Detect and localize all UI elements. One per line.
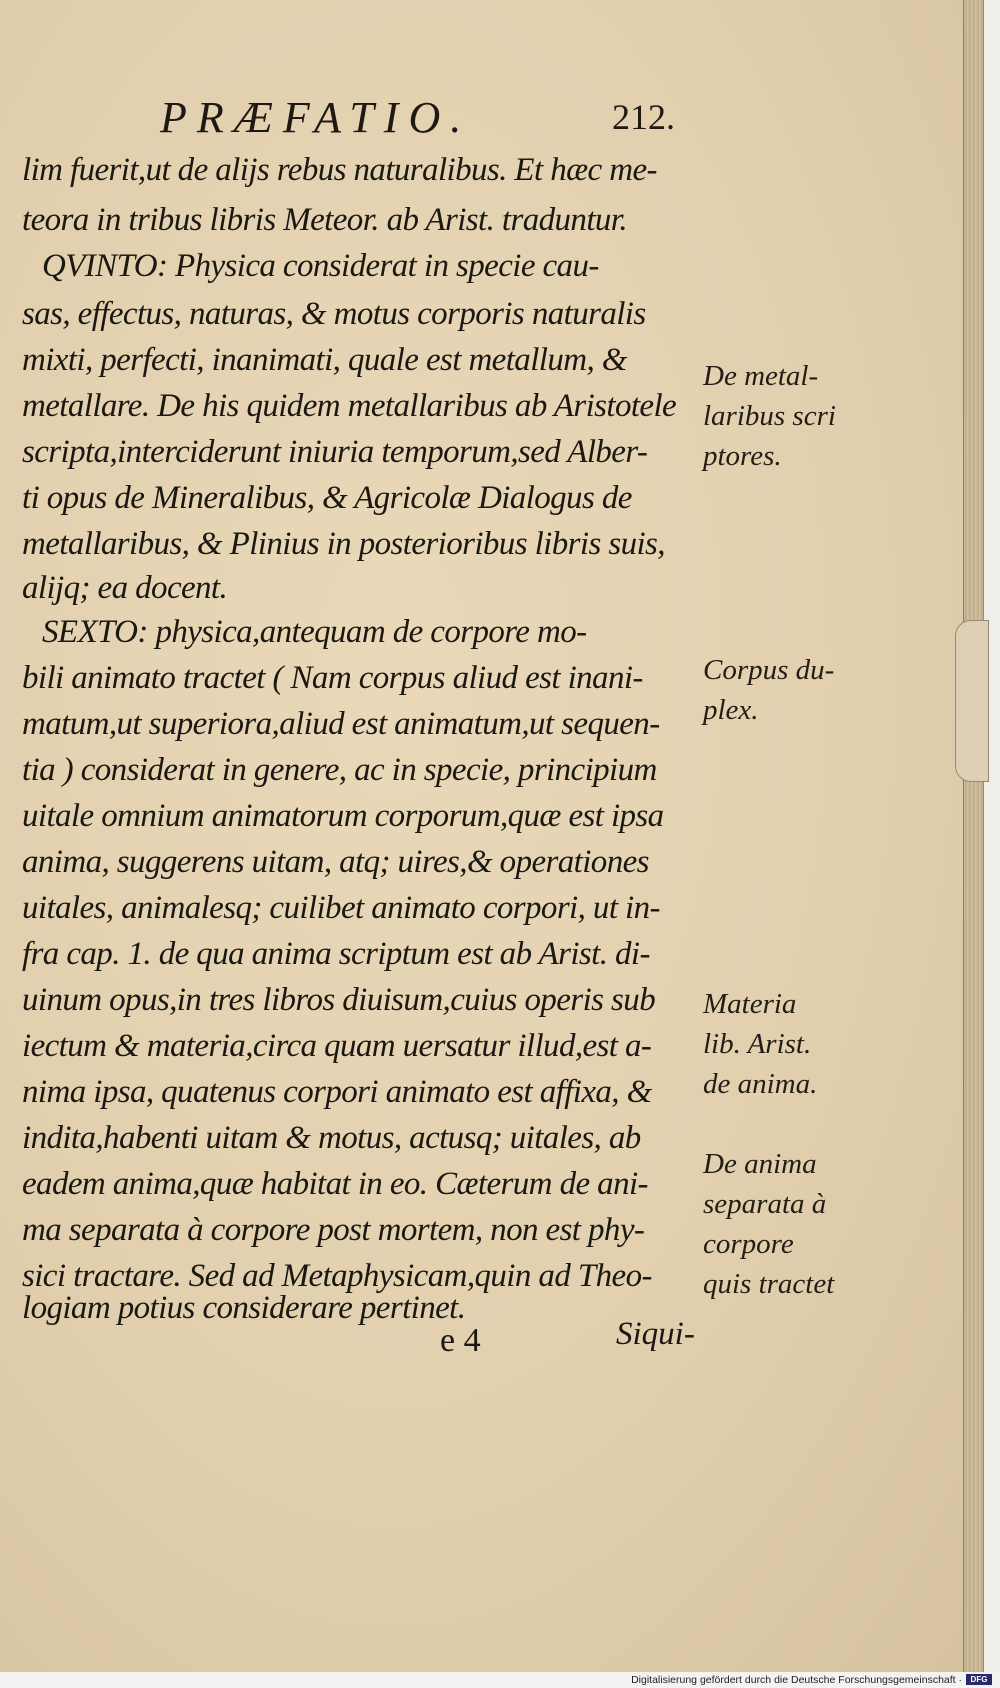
text-line: metallare. De his quidem metallaribus ab Aristotele xyxy=(22,388,677,424)
text-line: logiam potius considerare pertinet. xyxy=(22,1290,466,1326)
dfg-logo: DFG xyxy=(966,1674,992,1685)
text-line: ma separata à corpore post mortem, non est phy- xyxy=(22,1212,645,1248)
text-line: lim fuerit,ut de alijs rebus naturalibus. Et hæc me- xyxy=(22,152,657,188)
text-line: QVINTO: Physica considerat in specie cau- xyxy=(42,248,599,284)
text-line: fra cap. 1. de qua anima scriptum est ab Arist. di- xyxy=(22,936,650,972)
marginal-note: Corpus du- xyxy=(703,654,835,686)
text-line: uitale omnium animatorum corporum,quæ est ipsa xyxy=(22,798,664,834)
running-head: PRÆFATIO. xyxy=(160,93,472,142)
text-line: scripta,interciderunt iniuria temporum,sed Alber- xyxy=(22,434,648,470)
marginal-note: laribus scri xyxy=(703,400,836,432)
marginal-note: De anima xyxy=(703,1148,817,1180)
marginal-note: lib. Arist. xyxy=(703,1028,812,1060)
marginal-note: Materia xyxy=(703,988,797,1020)
marginal-note: plex. xyxy=(703,694,759,726)
text-line: uinum opus,in tres libros diuisum,cuius operis sub xyxy=(22,982,656,1018)
marginal-note: ptores. xyxy=(703,440,782,472)
text-line: matum,ut superiora,aliud est animatum,ut sequen- xyxy=(22,706,660,742)
text-line: indita,habenti uitam & motus, actusq; uitales, ab xyxy=(22,1120,641,1156)
text-line: anima, suggerens uitam, atq; uires,& operationes xyxy=(22,844,649,880)
page-fore-edge xyxy=(963,0,983,1672)
marginal-note: quis tractet xyxy=(703,1268,835,1300)
page-number: 212. xyxy=(612,97,675,137)
text-line: teora in tribus libris Meteor. ab Arist. traduntur. xyxy=(22,202,628,238)
page-tab xyxy=(955,620,989,782)
text-line: ti opus de Mineralibus, & Agricolæ Dialogus de xyxy=(22,480,632,516)
text-line: tia ) considerat in genere, ac in specie, principium xyxy=(22,752,657,788)
text-line: uitales, animalesq; cuilibet animato corpori, ut in- xyxy=(22,890,660,926)
text-line: iectum & materia,circa quam uersatur illud,est a- xyxy=(22,1028,652,1064)
text-line: SEXTO: physica,antequam de corpore mo- xyxy=(42,614,587,650)
funding-credit: Digitalisierung gefördert durch die Deutsche Forschungsgemeinschaft · xyxy=(631,1674,962,1686)
text-line: nima ipsa, quatenus corpori animato est affixa, & xyxy=(22,1074,652,1110)
text-line: eadem anima,quæ habitat in eo. Cæterum de ani- xyxy=(22,1166,648,1202)
marginal-note: separata à xyxy=(703,1188,827,1220)
catchword: Siqui- xyxy=(616,1316,695,1352)
text-line: metallaribus, & Plinius in posterioribus libris suis, xyxy=(22,526,665,562)
text-line: sici tractare. Sed ad Metaphysicam,quin ad Theo- xyxy=(22,1258,652,1294)
marginal-note: corpore xyxy=(703,1228,794,1260)
signature-mark: e 4 xyxy=(440,1322,481,1359)
text-line: mixti, perfecti, inanimati, quale est metallum, & xyxy=(22,342,627,378)
marginal-note: De metal- xyxy=(703,360,819,392)
text-line: bili animato tractet ( Nam corpus aliud est inani- xyxy=(22,660,643,696)
text-line: alijq; ea docent. xyxy=(22,570,228,606)
marginal-note: de anima. xyxy=(703,1068,818,1100)
text-line: sas, effectus, naturas, & motus corporis naturalis xyxy=(22,296,646,332)
